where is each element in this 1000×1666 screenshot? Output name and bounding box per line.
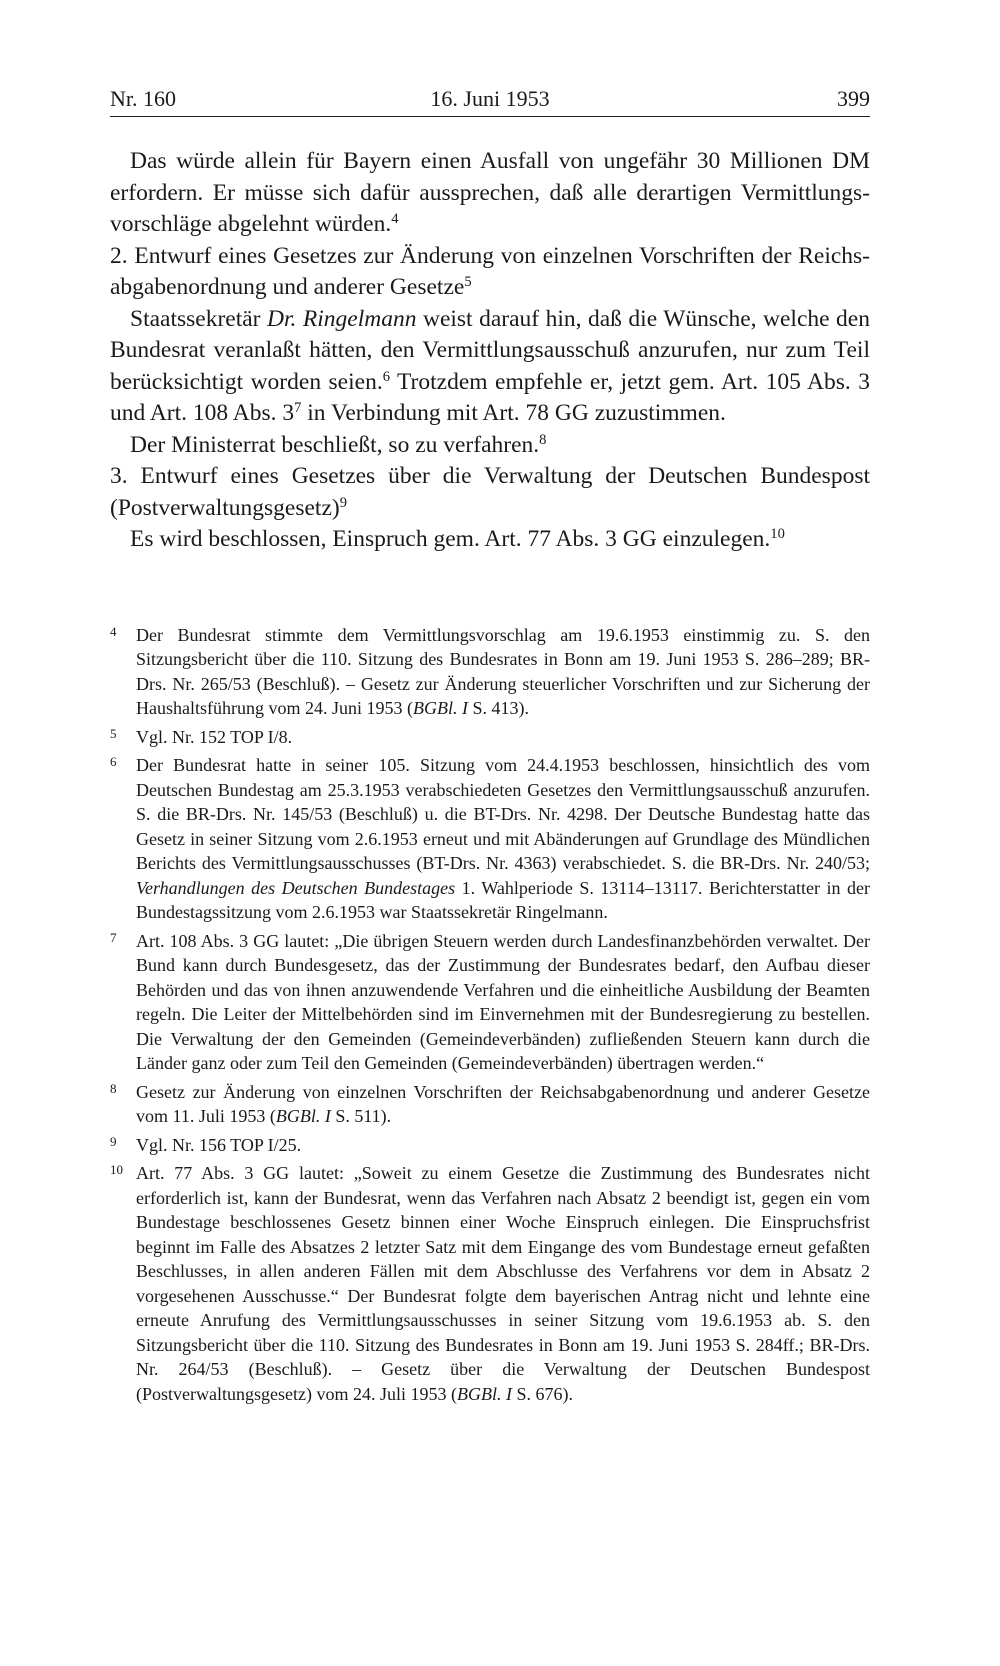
document-number: Nr. 160 bbox=[110, 86, 176, 111]
footnote bbox=[110, 929, 870, 1076]
agenda-item-text: 2. Entwurf eines Gesetzes zur Änderung von einzelnen Vorschriften der Reichsabgabenordnung und anderer Gesetze bbox=[110, 242, 870, 300]
footnote bbox=[110, 623, 870, 721]
running-head bbox=[110, 78, 870, 116]
header-rule bbox=[110, 116, 870, 117]
page-number: 399 bbox=[837, 86, 870, 111]
main-text bbox=[110, 146, 870, 556]
footnote-text: Vgl. Nr. 152 TOP I/8. bbox=[136, 726, 293, 747]
footnote bbox=[110, 753, 870, 925]
paragraph-text: Staatssekretär bbox=[130, 305, 268, 332]
footnote-number: 6 bbox=[110, 754, 117, 769]
footnote bbox=[110, 1161, 870, 1406]
footnote-reference[interactable]: 8 bbox=[539, 431, 547, 448]
footnote-number: 8 bbox=[110, 1080, 117, 1096]
agenda-item-heading bbox=[110, 241, 870, 304]
footnote-reference[interactable]: 7 bbox=[294, 400, 302, 416]
footnote-number: 10 bbox=[110, 1162, 123, 1177]
header-date: 16. Juni 1953 bbox=[430, 86, 550, 111]
paragraph-text: Der Ministerrat beschließt, so zu verfahren. bbox=[130, 431, 540, 458]
footnote-text: Gesetz zur Änderung von einzelnen Vorschriften der Reichsabgabenordnung und anderer Gesetze vom 11. Juli 1953 ( bbox=[136, 1081, 870, 1126]
footnote-text: S. 413). bbox=[467, 698, 529, 718]
citation-abbrev: BGBl. I bbox=[456, 1383, 512, 1404]
paragraph-text: Es wird beschlossen, Einspruch gem. Art. 77 Abs. 3 GG einzulegen. bbox=[130, 526, 771, 552]
footnote-text: Der Bundesrat hatte in seiner 105. Sitzung vom 24.4.1953 beschlossen, hinsichtlich des vom Deutschen Bundestag am 25.3.1953 verabschiedeten Gesetzes den Vermittlungsausschuß anzurufen. S. die BR-Drs. Nr. 145/53 (Beschluß) u. die BT-Drs. Nr. 4298. Der Deutsche Bundestag hatte das Gesetz in seiner Sitzung vom 2.6.1953 erneut und mit Abänderungen auf Grundlage des Mündlichen Berichts des Vermittlungsausschusses (BT-Drs. Nr. 4363) verabschiedet. S. die BR-Drs. Nr. 240/53; bbox=[136, 755, 870, 873]
footnote-number: 5 bbox=[110, 725, 117, 741]
paragraph bbox=[110, 524, 870, 556]
footnote-reference[interactable]: 9 bbox=[339, 494, 348, 511]
paragraph-text: Das würde allein für Bayern einen Ausfall von ungefähr 30 Millionen DM erfordern. Er müsse sich dafür aussprechen, daß alle derartigen Vermittlungsvorschläge abgelehnt würden. bbox=[110, 148, 870, 237]
citation-title: Verhandlungen des Deutschen Bundestages bbox=[136, 877, 456, 898]
footnote-reference[interactable]: 10 bbox=[770, 526, 785, 542]
footnote-text: Vgl. Nr. 156 TOP I/25. bbox=[136, 1134, 302, 1155]
paragraph bbox=[110, 430, 870, 462]
paragraph bbox=[110, 146, 870, 241]
footnote-number: 7 bbox=[110, 929, 117, 945]
footnote-text: Der Bundesrat stimmte dem Vermittlungsvorschlag am 19.6.1953 einstimmig zu. S. den Sitzungsbericht über die 110. Sitzung des Bundesrates in Bonn am 19. Juni 1953 S. 286–289; BR-Drs. Nr. 265/53 (Beschluß). – Gesetz zur Änderung steuerlicher Vorschriften und zur Sicherung der Haushaltsführung vom 24. Juni 1953 ( bbox=[136, 624, 870, 718]
footnote-text: S. 511). bbox=[330, 1106, 392, 1126]
person-name: Dr. Ringelmann bbox=[267, 305, 417, 332]
footnote bbox=[110, 1080, 870, 1129]
footnote-text: Art. 77 Abs. 3 GG lautet: „Soweit zu einem Gesetze die Zustimmung des Bundesrates nicht erforderlich ist, kann der Bundesrat, wenn das Verfahren nach Absatz 2 beendigt ist, gegen ein vom Bundestage beschlossenes Gesetz binnen einer Woche Einspruch einlegen. Die Einspruchsfrist beginnt im Falle des Absatzes 2 letzter Satz mit dem Eingange des vom Bundestage erneut gefaßten Beschlusses, in allen anderen Fällen mit dem Abschlusse des Verfahrens vor dem in Absatz 2 vorgesehenen Ausschusse.“ Der Bundesrat folgte dem bayerischen Antrag nicht und lehnte eine erneute Anrufung des Vermittlungsausschusses in seiner Sitzung vom 19.6.1953 ab. S. den Sitzungsbericht über die 110. Sitzung des Bundesrates in Bonn am 19. Juni 1953 S. 284ff.; BR-Drs. Nr. 264/53 (Beschluß). – Gesetz über die Verwaltung der Deutschen Bundespost (Postverwaltungsgesetz) vom 24. Juli 1953 ( bbox=[136, 1163, 870, 1404]
citation-abbrev: BGBl. I bbox=[275, 1106, 331, 1126]
footnote-number: 4 bbox=[110, 623, 117, 639]
footnote-text: S. 676). bbox=[511, 1383, 573, 1404]
footnote-text: Art. 108 Abs. 3 GG lautet: „Die übrigen Steuern werden durch Landesfinanzbehörden verwaltet. Der Bund kann durch Bundesgesetz, das der Zustimmung der Bundesrates bedarf, den Aufbau dieser Behörden und das von ihnen anzuwendende Verfahren und die einheitliche Ausbildung der Beamten regeln. Die Leiter der Mittelbehörden sind im Einvernehmen mit der Bundesregierung zu bestellen. Die Verwaltung der den Gemeinden (Gemeindeverbänden) zufließenden Steuern kann durch die Länder ganz oder zum Teil den Gemeinden (Gemeindeverbänden) übertragen werden.“ bbox=[136, 930, 870, 1073]
citation-abbrev: BGBl. I bbox=[412, 698, 468, 718]
footnote-reference[interactable]: 6 bbox=[382, 368, 390, 385]
paragraph-text: in Verbindung mit Art. 78 GG zuzustimmen. bbox=[301, 400, 726, 426]
agenda-item-text: 3. Entwurf eines Gesetzes über die Verwaltung der Deutschen Bundespost (Postverwaltungsgesetz) bbox=[110, 463, 870, 521]
footnote bbox=[110, 1133, 870, 1158]
paragraph-text: Trotzdem empfehle er, jetzt gem. Art. 105 Abs. 3 und Art. 108 Abs. 3 bbox=[110, 368, 870, 426]
agenda-item-heading bbox=[110, 461, 870, 524]
paragraph bbox=[110, 304, 870, 430]
document-page bbox=[110, 78, 870, 1410]
footnote-number: 9 bbox=[110, 1133, 117, 1149]
footnote bbox=[110, 725, 870, 750]
footnote-reference[interactable]: 5 bbox=[464, 274, 472, 290]
paragraph-text: weist darauf hin, daß die Wünsche, welche den Bundesrat veranlaßt hätten, den Vermittlungsausschuß anzurufen, nur zum Teil berücksichtigt worden seien. bbox=[110, 305, 870, 395]
footnote-text: 1. Wahlperiode S. 13114–13117. Berichterstatter in der Bundestagssitzung vom 2.6.1953 war Staatssekretär Ringelmann. bbox=[136, 877, 870, 922]
footnote-reference[interactable]: 4 bbox=[391, 211, 399, 227]
footnotes bbox=[110, 623, 870, 1407]
